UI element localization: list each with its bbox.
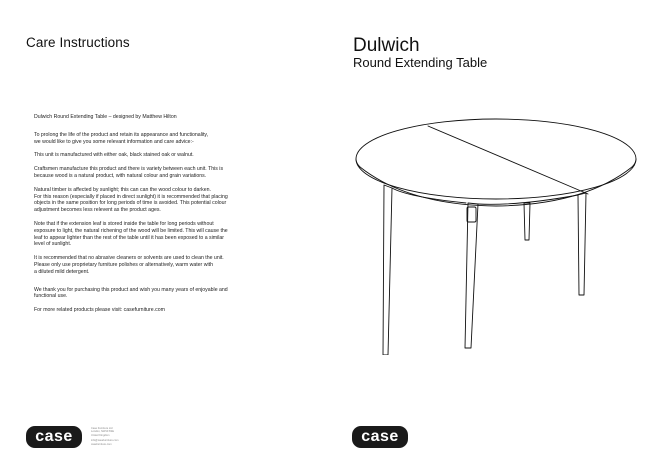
company-line: United Kingdom: [91, 433, 110, 437]
cleaning-paragraph: It is recommended that no abrasive cleaners or solvents are used to clean the unit. Please only use proprietary furniture polishes or alternatively, warm water with a diluted mild detergent.: [34, 255, 224, 275]
thank-you-paragraph: We thank you for purchasing this product and wish you many years of enjoyable and functional use.: [34, 286, 228, 300]
website-paragraph: For more related products please visit: casefurniture.com: [34, 307, 165, 314]
contact-line: casefurniture.com: [91, 442, 112, 446]
table-leg-back-middle: [524, 203, 530, 240]
company-line: Case Furniture Ltd: [91, 427, 113, 430]
product-subtitle: Round Extending Table: [353, 55, 488, 70]
sunlight-paragraph: Natural timber is affected by sunlight; this can can the wood colour to darken. For this reason (especially if placed in direct sunlight) it is recommended that placing objects in the same position for long periods of time is avoided. This potential colour adjustment becomes less relevent as the product ages.: [34, 186, 228, 214]
table-illustration: [348, 115, 638, 355]
product-title: Dulwich: [353, 35, 420, 56]
leg-bracket: [467, 207, 476, 222]
right-page: [328, 0, 656, 464]
care-instructions-heading: Care Instructions: [26, 35, 130, 50]
craftsmanship-paragraph: Craftsmen manufacture this product and there is variety between each unit. This is because wood is a natural product, with natural colour and grain variations.: [34, 166, 224, 179]
company-line: London, NW10 6SE: [91, 430, 114, 434]
company-address: [91, 427, 181, 446]
extension-leaf-paragraph: Note that if the extension leaf is stored inside the table for long periods without exposure to light, the natural richening of the wood will be limited. This will cause the leaf to appear lighter than the rest of the table until it has been exposed to a similar level of sunlight.: [34, 220, 228, 248]
table-leg-back-right: [578, 193, 586, 295]
designer-line: Dulwich Round Extending Table – designed by Matthew Hilton: [34, 114, 177, 120]
materials-paragraph: This unit is manufactured with either oak, black stained oak or walnut.: [34, 152, 194, 159]
care-text-body: [34, 114, 284, 321]
table-leg-front-middle: [465, 203, 478, 348]
table-top-edge: [356, 159, 636, 167]
contact-line: info@casefurniture.com: [91, 439, 119, 443]
intro-paragraph: To prolong the life of the product and retain its appearance and functionality, we would like to give you some relevant information and care advice:-: [34, 131, 209, 145]
case-logo: case: [26, 426, 82, 448]
table-leg-front-left: [383, 185, 392, 355]
leaf-split-line: [428, 126, 588, 194]
apron: [392, 188, 466, 203]
case-logo: case: [352, 426, 408, 448]
table-top: [356, 119, 636, 199]
